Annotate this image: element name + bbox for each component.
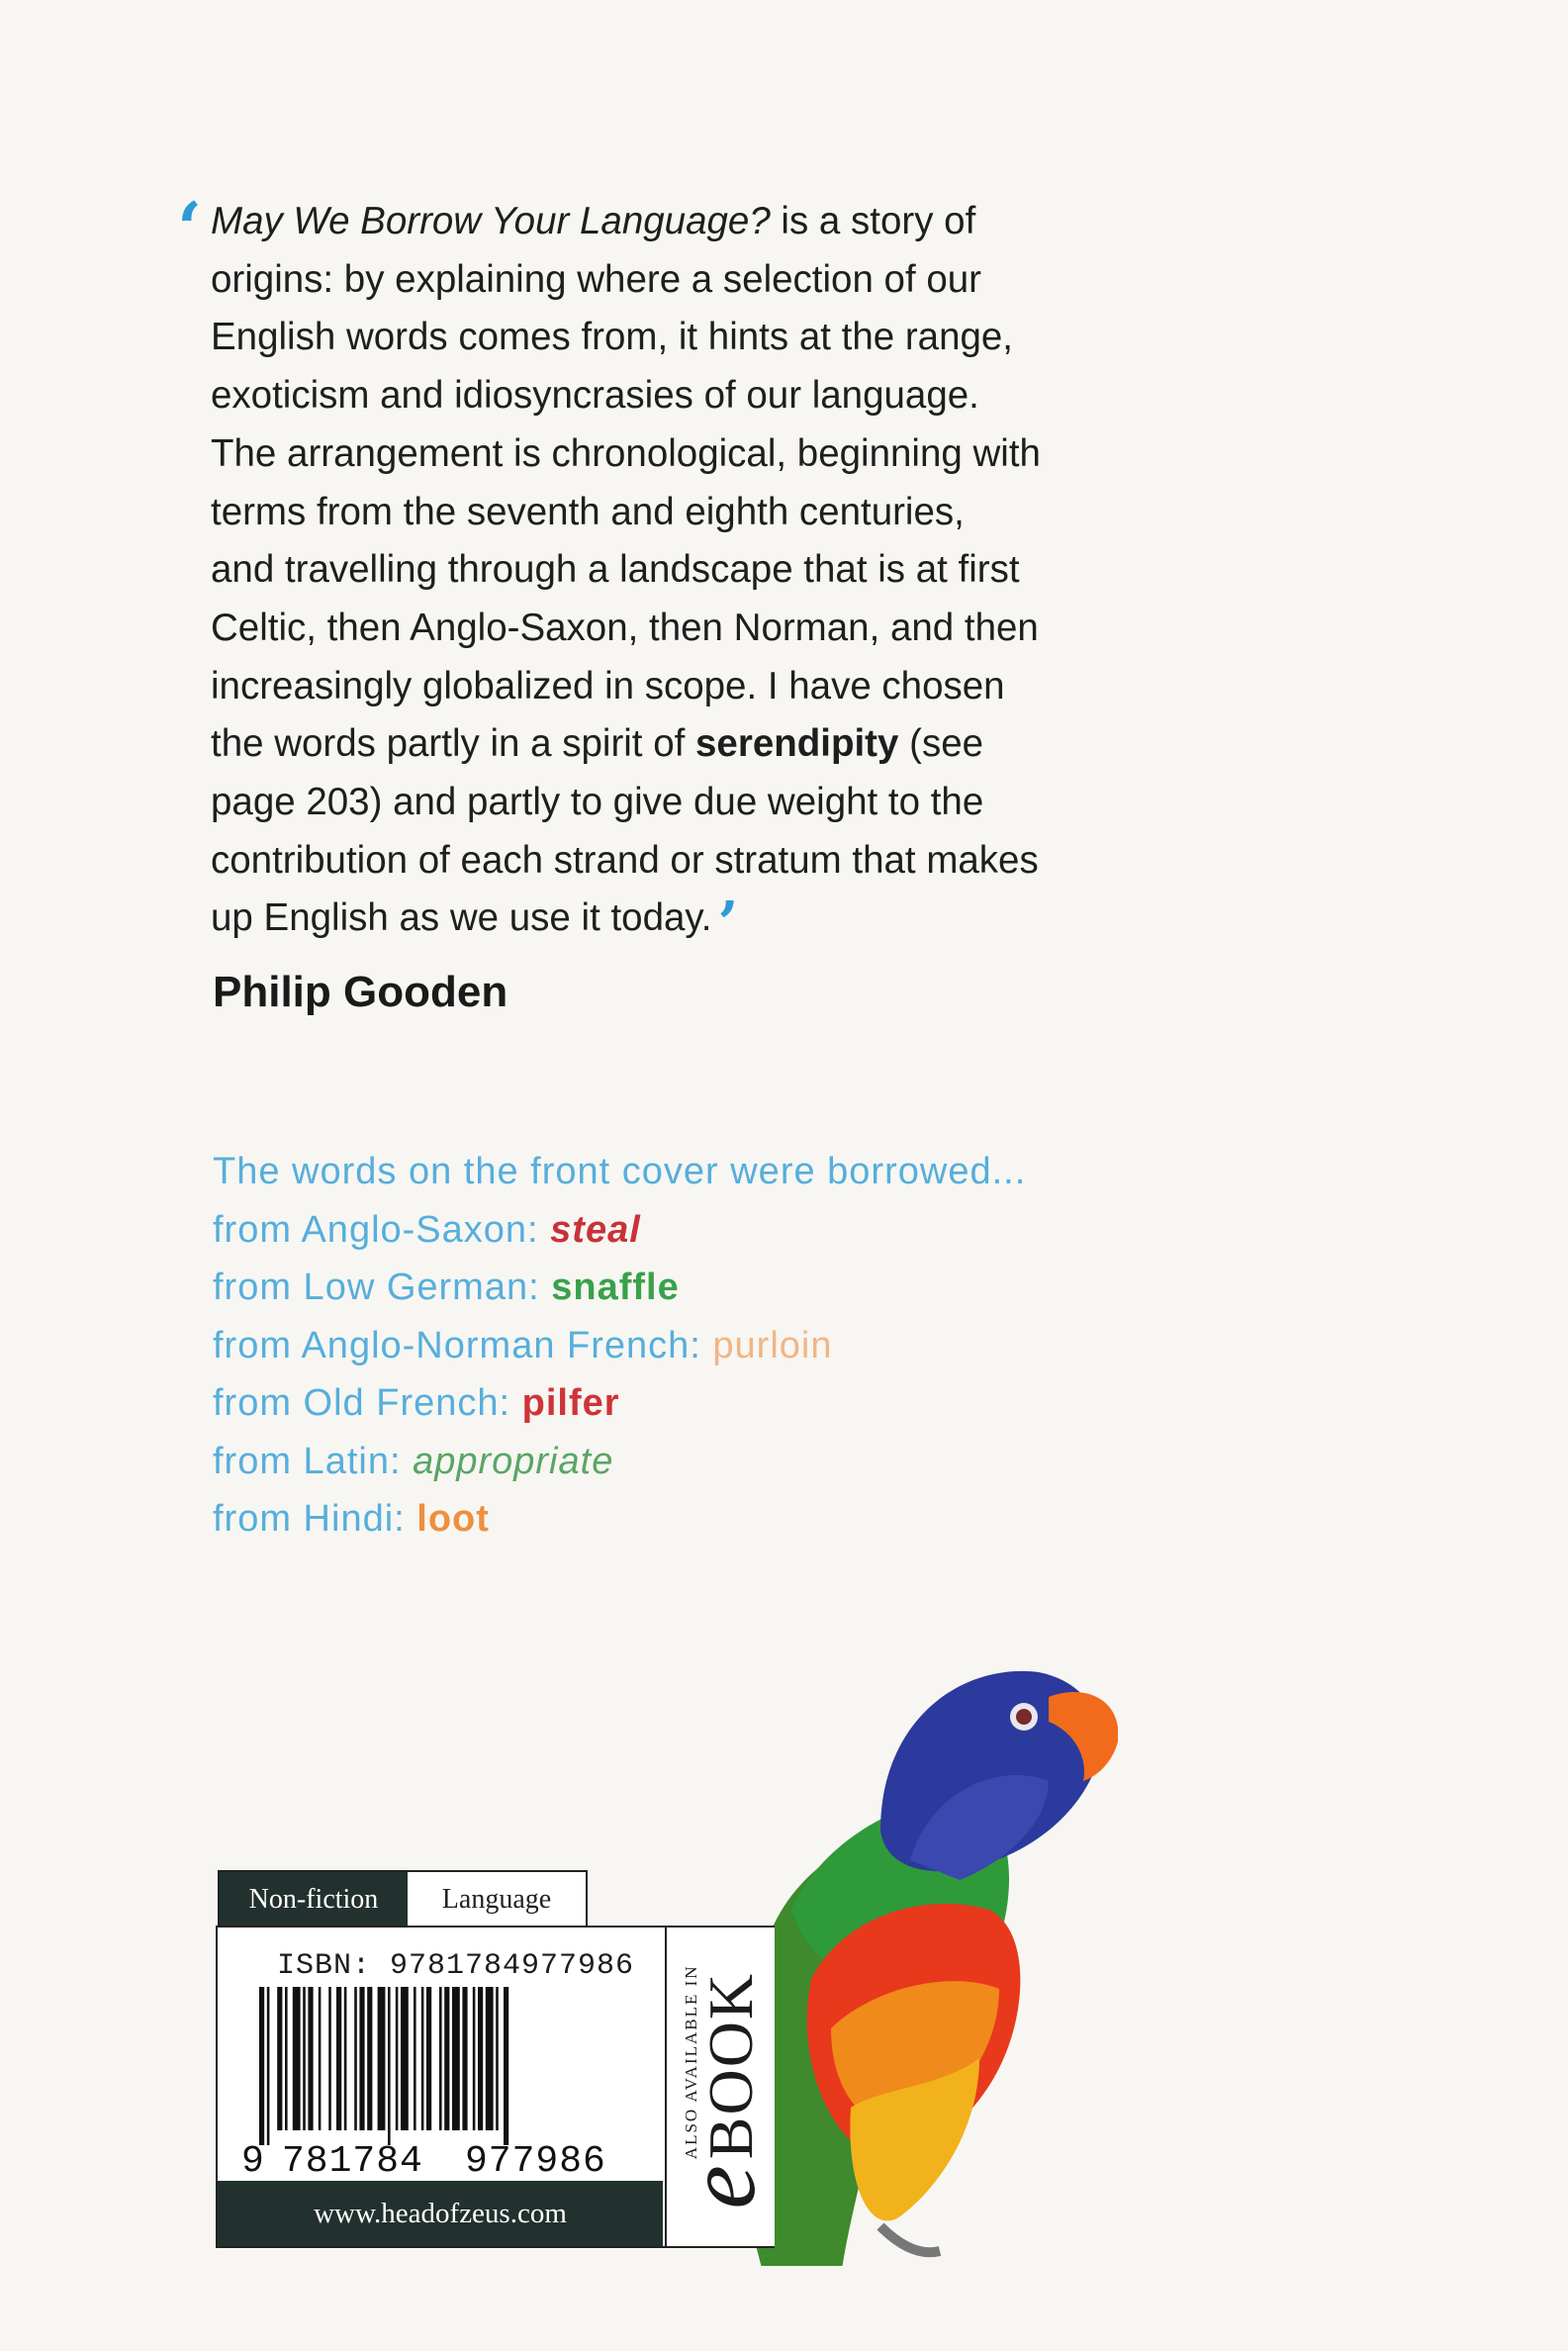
barcode-bar bbox=[462, 1987, 467, 2130]
ebook-e: e bbox=[665, 2165, 776, 2210]
barcode-bar bbox=[277, 1987, 282, 2130]
word-loot: loot bbox=[416, 1498, 490, 1540]
barcode-bar bbox=[444, 1987, 449, 2130]
word-appropriate: appropriate bbox=[413, 1440, 614, 1482]
ebook-book: BOOK bbox=[694, 1971, 766, 2160]
blurb-line: increasingly globalized in scope. I have chosen bbox=[211, 664, 1005, 707]
borrowed-intro: The words on the front cover were borrowed... bbox=[213, 1151, 1027, 1192]
blurb-line: origins: by explaining where a selection of our bbox=[211, 257, 982, 301]
isbn-label: ISBN: 9781784977986 bbox=[277, 1949, 635, 1983]
barcode-bar bbox=[452, 1987, 460, 2130]
blurb-line: contribution of each strand or stratum that makes bbox=[211, 838, 1039, 882]
barcode-bar bbox=[359, 1987, 364, 2130]
blurb-line: up English as we use it today. ’ bbox=[211, 890, 739, 960]
list-item: from Anglo-Saxon: steal bbox=[213, 1208, 641, 1251]
barcode-bar bbox=[396, 1987, 399, 2130]
ebook-also-available: ALSO AVAILABLE IN bbox=[681, 1964, 700, 2160]
barcode-bar bbox=[486, 1987, 494, 2130]
isbn-first-digit: 9 bbox=[241, 2140, 264, 2175]
close-quote-icon: ’ bbox=[717, 890, 739, 960]
barcode-bar bbox=[378, 1987, 386, 2130]
blurb-line: exoticism and idiosyncrasies of our language. bbox=[211, 374, 979, 418]
category-tabs bbox=[218, 1870, 588, 1928]
barcode-bar bbox=[414, 1987, 416, 2130]
barcode-bar bbox=[336, 1987, 341, 2130]
barcode-bar bbox=[426, 1987, 431, 2130]
barcode-bar bbox=[354, 1987, 357, 2130]
barcode-bar bbox=[367, 1987, 372, 2130]
blurb-line: English words comes from, it hints at the range, bbox=[211, 316, 1014, 359]
list-item: from Hindi: loot bbox=[213, 1498, 490, 1540]
blurb-line: and travelling through a landscape that is at first bbox=[211, 548, 1020, 592]
isbn-group-2: 977986 bbox=[465, 2140, 606, 2175]
list-item: from Latin: appropriate bbox=[213, 1440, 614, 1482]
genre-label: Non-fiction bbox=[220, 1872, 408, 1928]
barcode-bar bbox=[267, 1987, 270, 2145]
barcode-bar bbox=[293, 1987, 301, 2130]
blurb bbox=[177, 186, 1200, 960]
category-label: Language bbox=[408, 1872, 586, 1928]
blurb-line: The arrangement is chronological, beginning with bbox=[211, 431, 1041, 475]
word-pilfer: pilfer bbox=[521, 1382, 620, 1424]
list-item: from Old French: pilfer bbox=[213, 1382, 620, 1424]
barcode-bar bbox=[478, 1987, 483, 2130]
barcode-bar bbox=[504, 1987, 508, 2145]
ebook-badge bbox=[665, 1928, 775, 2246]
isbn-group-1: 781784 bbox=[282, 2140, 423, 2175]
word-steal: steal bbox=[550, 1208, 641, 1251]
blurb-line: the words partly in a spirit of serendipity (see bbox=[211, 722, 984, 766]
word-snaffle: snaffle bbox=[551, 1267, 680, 1308]
blurb-line: page 203) and partly to give due weight to the bbox=[211, 781, 984, 824]
barcode-box bbox=[216, 1926, 775, 2248]
barcode-bar bbox=[285, 1987, 288, 2130]
barcode-icon bbox=[237, 1987, 653, 2175]
author-name: Philip Gooden bbox=[213, 968, 508, 1016]
list-item: from Low German: snaffle bbox=[213, 1267, 680, 1308]
blurb-line: terms from the seventh and eighth centuries, bbox=[211, 490, 965, 533]
list-item: from Anglo-Norman French: purloin bbox=[213, 1324, 833, 1366]
word-purloin: purloin bbox=[712, 1324, 833, 1366]
barcode-bar bbox=[473, 1987, 476, 2130]
serendipity-term: serendipity bbox=[695, 722, 899, 766]
barcode-bar bbox=[388, 1987, 391, 2145]
barcode-bar bbox=[439, 1987, 442, 2130]
barcode-bar bbox=[308, 1987, 313, 2130]
barcode-bar bbox=[496, 1987, 499, 2130]
blurb-line: May We Borrow Your Language? is a story of bbox=[211, 200, 976, 242]
barcode-bar bbox=[259, 1987, 264, 2145]
blurb-line: Celtic, then Anglo-Saxon, then Norman, and then bbox=[211, 606, 1039, 649]
borrowed-words-list bbox=[213, 1143, 1026, 1549]
barcode-bar bbox=[344, 1987, 347, 2130]
open-quote-icon: ‘ bbox=[177, 186, 203, 270]
barcode-bar bbox=[303, 1987, 306, 2130]
publisher-website: www.headofzeus.com bbox=[218, 2181, 663, 2246]
barcode-bar bbox=[328, 1987, 331, 2130]
barcode-bar bbox=[421, 1987, 424, 2130]
barcode-bar bbox=[319, 1987, 322, 2130]
barcode-bar bbox=[401, 1987, 409, 2130]
